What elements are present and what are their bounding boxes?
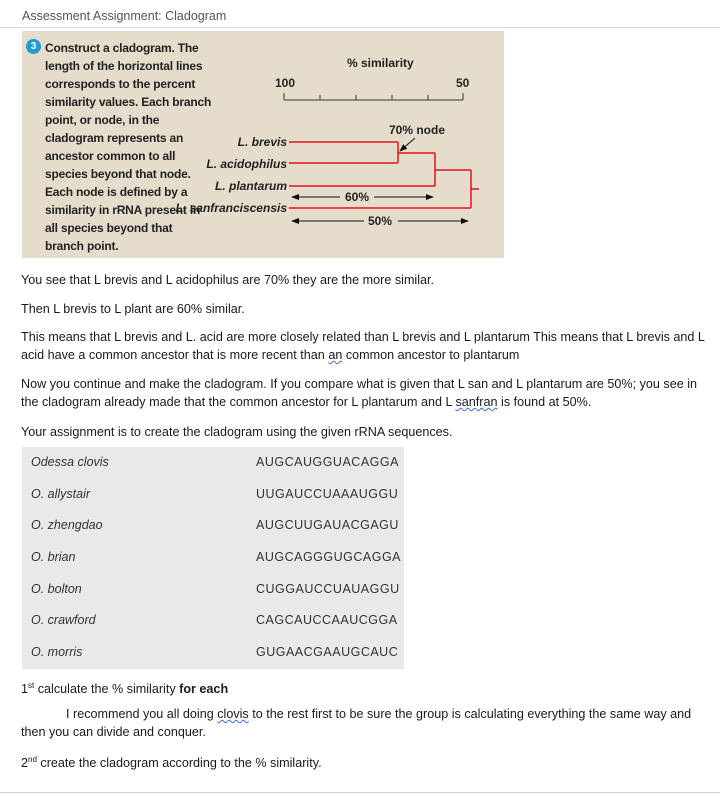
rrna-sequence: AUGCUUGAUACGAGU (256, 518, 399, 533)
step-number-badge: 3 (26, 39, 41, 54)
organism-name: O. zhengdao (31, 518, 103, 533)
title-divider (0, 27, 720, 28)
organism-name: O. allystair (31, 486, 91, 501)
paragraph: Now you continue and make the cladogram. If you compare what is given that L san and L plantarum are 50%; you see in the cladogram already made that the common ancestor for L plantarum and L sanfran is found at 50%. (21, 377, 698, 409)
organism-name: O. morris (31, 645, 83, 660)
grammar-flag: an (328, 348, 343, 362)
table-row (22, 637, 404, 669)
document-title: Assessment Assignment: Cladogram (22, 9, 227, 23)
table-row (22, 447, 404, 479)
scale-left-value: 100 (275, 76, 296, 90)
step-two: 2nd create the cladogram according to the % similarity. (21, 755, 322, 771)
bracket-60-label: 60% (345, 190, 370, 204)
rrna-sequence: CUGGAUCCUAUAGGU (256, 581, 400, 596)
table-row (22, 605, 404, 637)
table-row (22, 574, 404, 606)
sequence-table (22, 447, 404, 669)
organism-name: Odessa clovis (31, 455, 109, 469)
scale-right-value: 50 (456, 76, 470, 90)
scale-title: % similarity (347, 56, 414, 70)
rrna-sequence: AUGCAGGGUGCAGGA (256, 550, 402, 565)
figure-caption: Construct a cladogram. The length of the horizontal lines corresponds to the percent similarity values. Each branch point, or node, in the cladogram represents an ancestor common to all species beyond that node. Each node is defined by a similarity in rRNA present in all species beyond that branch point. (45, 41, 212, 253)
node-label: 70% node (389, 123, 446, 137)
cladogram-figure (22, 31, 504, 258)
rrna-sequence: UUGAUCCUAAAUGGU (256, 486, 399, 501)
rrna-sequence: AUGCAUGGUACAGGA (256, 455, 399, 469)
organism-name: O. brian (31, 550, 76, 565)
bracket-50-label: 50% (368, 214, 393, 228)
paragraph: Your assignment is to create the cladogram using the given rRNA sequences. (21, 425, 453, 439)
taxon-label: L. plantarum (214, 179, 287, 193)
paragraph: Then L brevis to L plant are 60% similar. (21, 302, 245, 316)
organism-name: O. crawford (31, 613, 96, 628)
rrna-sequence: GUGAACGAAUGCAUC (256, 645, 399, 660)
rrna-sequence: CAGCAUCCAAUCGGA (256, 613, 398, 628)
table-row (22, 479, 404, 511)
taxon-label: L. acidophilus (206, 157, 287, 171)
paragraph: This means that L brevis and L. acid are more closely related than L brevis and L plantarum This means that L brevis and L acid have a common ancestor that is more recent than an common ancestor to plantarum (21, 330, 705, 362)
paragraph: You see that L brevis and L acidophilus are 70% they are the more similar. (21, 273, 435, 287)
node-pointer-arrow (400, 138, 415, 151)
step-one: 1st calculate the % similarity for each (21, 681, 229, 697)
taxon-label: L. sanfranciscensis (175, 201, 287, 215)
recommendation: I recommend you all doing clovis to the rest first to be sure the group is calculating everything the same way and then you can divide and conquer. (21, 707, 692, 739)
table-row (22, 542, 404, 574)
table-row (22, 510, 404, 542)
cladogram-branches (289, 142, 479, 208)
similarity-scale-bar (284, 93, 463, 100)
spelling-flag: clovis (217, 707, 249, 721)
spelling-flag: sanfran (455, 395, 498, 409)
organism-name: O. bolton (31, 581, 82, 596)
page-bottom-divider (0, 792, 720, 793)
taxon-label: L. brevis (237, 135, 287, 149)
